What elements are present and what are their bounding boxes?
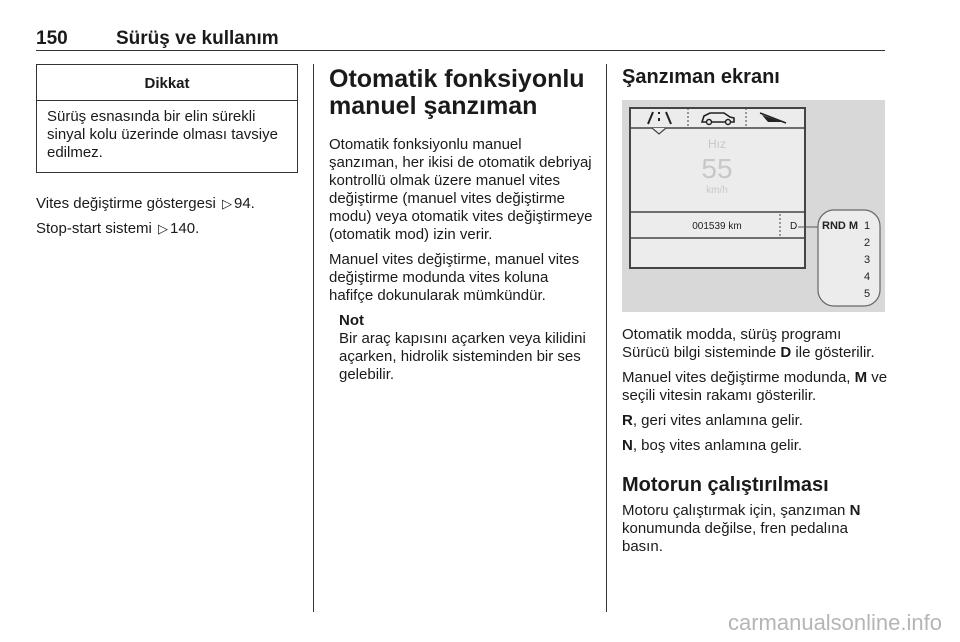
- paragraph: R, geri vites anlamına gelir.: [622, 412, 803, 429]
- section-heading: Şanzıman ekranı: [622, 66, 780, 88]
- gear-indicator: D: [790, 221, 798, 232]
- caution-box: [36, 64, 298, 173]
- column-divider-2: [606, 64, 607, 612]
- ref-text: Stop-start sistemi: [36, 220, 152, 237]
- gear-5: 5: [864, 288, 871, 300]
- column-2: [329, 66, 594, 391]
- speed-label: Hız: [708, 137, 726, 151]
- column-3: [622, 66, 888, 94]
- paragraph: N, boş vites anlamına gelir.: [622, 437, 803, 454]
- section-heading: Motorun çalıştırılması: [622, 474, 829, 496]
- transmission-display-figure: [622, 100, 885, 312]
- speed-unit: km/h: [706, 185, 728, 196]
- page-number: 150: [36, 28, 68, 49]
- column-3-body: [622, 326, 890, 563]
- ref-page: 94.: [233, 195, 255, 212]
- paragraph: Otomatik modda, sürüş programı Sürücü bilgi sisteminde D ile gösterilir.: [622, 326, 875, 361]
- gear-2: 2: [864, 237, 871, 249]
- watermark: carmanualsonline.info: [727, 610, 942, 635]
- gear-1: 1: [864, 220, 871, 232]
- speed-value: 55: [701, 153, 733, 184]
- gear-4: 4: [864, 271, 871, 283]
- paragraph: Otomatik fonksiyonlu manuel şanzıman, her ikisi de otomatik debriyaj kontrollü olmak üzere manuel vites değiştirme (manuel vites değiştirme modu) veya otomatik vites değiştirmeye (otomatik mod) izin verir.: [329, 136, 593, 243]
- header-divider: [36, 50, 885, 51]
- note-title: Not: [339, 312, 364, 329]
- gear-letters: RND M: [822, 220, 859, 232]
- caution-heading: Dikkat: [37, 65, 297, 101]
- paragraph: Motoru çalıştırmak için, şanzıman N konumunda değilse, fren pedalına basın.: [622, 502, 861, 555]
- paragraph: Manuel vites değiştirme modunda, M ve seçili vitesin rakamı gösterilir.: [622, 369, 888, 404]
- ref-page: 140.: [170, 220, 200, 237]
- column-1: [36, 64, 298, 245]
- display-illustration: [622, 100, 885, 312]
- gear-3: 3: [864, 254, 871, 266]
- ref-stop-start[interactable]: [36, 220, 298, 238]
- caution-text: Sürüş esnasında bir elin sürekli sinyal kolu üzerinde olması tavsiye edilmez.: [47, 108, 278, 161]
- chapter-title: Sürüş ve kullanım: [116, 28, 279, 49]
- ref-shift-indicator[interactable]: [36, 195, 298, 213]
- note-text: Bir araç kapısını açarken veya kilidini açarken, hidrolik sisteminden bir ses gelebilir.: [339, 330, 586, 383]
- section-heading: Otomatik fonksiyonlu manuel şanzıman: [329, 65, 585, 120]
- ref-text: Vites değiştirme göstergesi: [36, 195, 216, 212]
- note-block: [329, 312, 594, 384]
- page-ref-arrow-icon: ▷: [158, 221, 169, 236]
- column-divider-1: [313, 64, 314, 612]
- odometer: 001539 km: [692, 221, 742, 232]
- page-ref-arrow-icon: ▷: [221, 196, 232, 211]
- paragraph: Manuel vites değiştirme, manuel vites değiştirme modunda vites koluna hafifçe dokunularak mümkündür.: [329, 251, 580, 304]
